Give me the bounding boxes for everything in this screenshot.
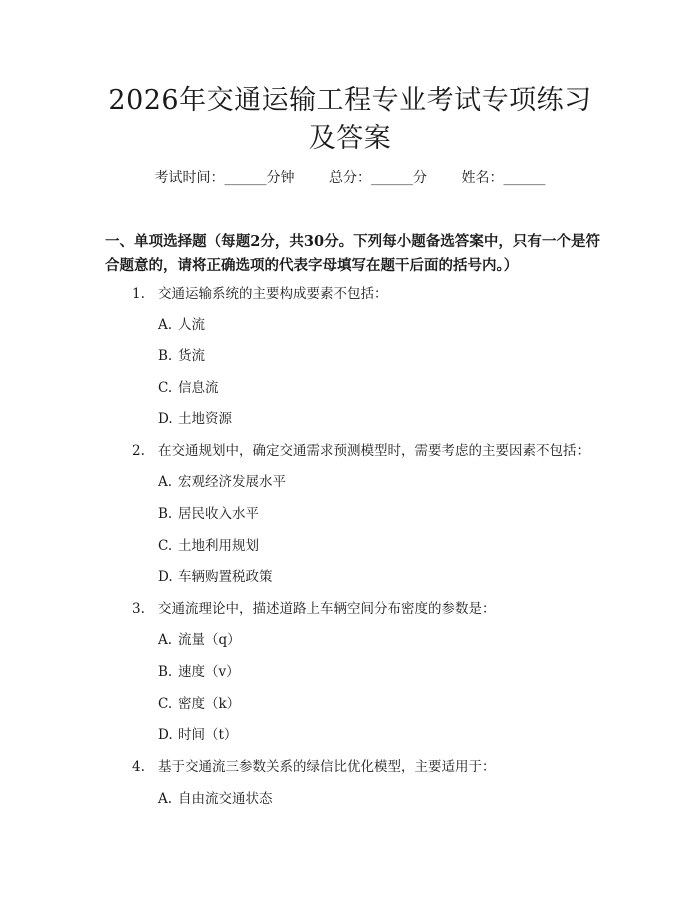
question-2-option-a [158, 472, 286, 492]
question-number: 4. [132, 759, 145, 775]
question-text: 基于交通流三参数关系的绿信比优化模型，主要适用于： [158, 759, 496, 775]
option-letter: C. [158, 696, 173, 712]
question-1-option-d [158, 409, 232, 429]
question-text: 交通运输系统的主要构成要素不包括： [158, 286, 388, 302]
question-text: 交通流理论中，描述道路上车辆空间分布密度的参数是： [158, 601, 496, 617]
option-text: 车辆购置税政策 [178, 569, 273, 585]
question-number: 2. [132, 443, 145, 459]
option-letter: B. [158, 506, 173, 522]
page-title: 2026年交通运输工程专业考试专项练习及答案 [108, 85, 592, 154]
option-text: 宏观经济发展水平 [178, 474, 286, 490]
question-3-option-b [158, 662, 240, 682]
question-2-option-c [158, 536, 259, 556]
option-text: 信息流 [178, 380, 219, 396]
question-1 [132, 284, 602, 304]
question-text: 在交通规划中，确定交通需求预测模型时，需要考虑的主要因素不包括： [158, 443, 590, 459]
option-letter: A. [158, 632, 173, 648]
option-text: 密度（k） [178, 696, 241, 712]
question-3 [132, 599, 602, 619]
question-1-option-b [158, 346, 205, 366]
option-text: 人流 [178, 317, 205, 333]
question-2-option-b [158, 504, 259, 524]
question-4-option-a [158, 789, 273, 809]
option-text: 自由流交通状态 [178, 791, 273, 807]
question-2 [132, 441, 602, 461]
option-letter: A. [158, 791, 173, 807]
option-text: 居民收入水平 [178, 506, 259, 522]
option-letter: D. [158, 411, 173, 427]
option-letter: D. [158, 727, 173, 743]
option-letter: C. [158, 538, 173, 554]
question-3-option-c [158, 694, 240, 714]
option-text: 土地利用规划 [178, 538, 259, 554]
option-text: 时间（t） [178, 727, 238, 743]
exam-meta [0, 168, 700, 188]
question-2-option-d [158, 567, 273, 587]
total-score-field: 总分：______分 [329, 170, 427, 186]
section-heading: 一、单项选择题（每题2分，共30分。下列每小题备选答案中，只有一个是符合题意的，请将正确选项的代表字母填写在题干后面的括号内。） [105, 233, 600, 274]
question-1-option-a [158, 315, 205, 335]
option-letter: A. [158, 317, 173, 333]
question-3-option-a [158, 630, 241, 650]
exam-time-field: 考试时间：______分钟 [154, 170, 295, 186]
option-letter: A. [158, 474, 173, 490]
option-text: 货流 [178, 348, 205, 364]
option-text: 速度（v） [178, 664, 240, 680]
question-number: 3. [132, 601, 145, 617]
question-3-option-d [158, 725, 237, 745]
name-field: 姓名：______ [461, 170, 546, 186]
option-letter: B. [158, 664, 173, 680]
option-letter: C. [158, 380, 173, 396]
option-text: 土地资源 [178, 411, 232, 427]
option-text: 流量（q） [178, 632, 241, 648]
question-1-option-c [158, 378, 219, 398]
option-letter: B. [158, 348, 173, 364]
question-4 [132, 757, 602, 777]
option-letter: D. [158, 569, 173, 585]
question-number: 1. [132, 286, 145, 302]
